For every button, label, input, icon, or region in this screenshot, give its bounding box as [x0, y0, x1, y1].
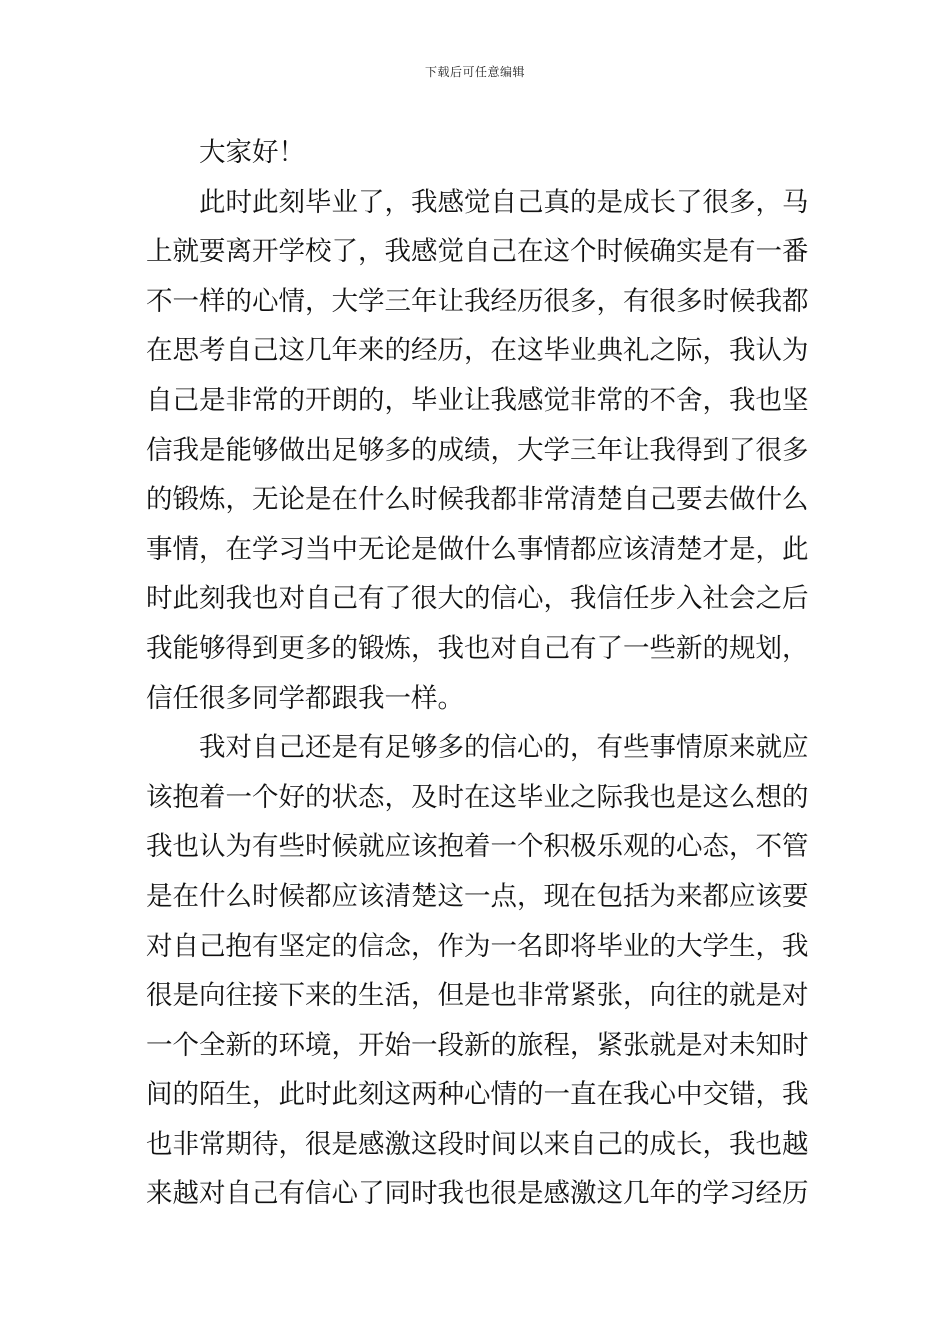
paragraph-1 — [146, 178, 808, 724]
text-line: 我也认为有些时候就应该抱着一个积极乐观的心态，不管 — [146, 831, 808, 863]
header-note: 下载后可任意编辑 — [424, 65, 525, 79]
text-line: 的锻炼，无论是在什么时候我都非常清楚自己要去做什么 — [146, 484, 808, 516]
text-line: 间的陌生，此时此刻这两种心情的一直在我心中交错，我 — [146, 1079, 808, 1111]
text-line: 是在什么时候都应该清楚这一点，现在包括为来都应该要 — [146, 880, 808, 912]
text-line: 信任很多同学都跟我一样。 — [146, 682, 464, 714]
text-line: 上就要离开学校了，我感觉自己在这个时候确实是有一番 — [146, 236, 808, 268]
greeting-line: 大家好！ — [199, 137, 305, 168]
text-line: 对自己抱有坚定的信念，作为一名即将毕业的大学生，我 — [146, 930, 808, 962]
text-line: 信我是能够做出足够多的成绩，大学三年让我得到了很多 — [146, 434, 808, 466]
text-line: 时此刻我也对自己有了很大的信心，我信任步入社会之后 — [146, 583, 808, 615]
text-line: 在思考自己这几年来的经历，在这毕业典礼之际，我认为 — [146, 335, 808, 367]
paragraph-2 — [146, 723, 808, 1219]
text-line: 事情，在学习当中无论是做什么事情都应该清楚才是，此 — [146, 533, 808, 565]
text-line: 不一样的心情，大学三年让我经历很多，有很多时候我都 — [146, 285, 808, 317]
text-line: 此时此刻毕业了，我感觉自己真的是成长了很多，马 — [199, 186, 808, 218]
text-line: 一个全新的环境，开始一段新的旅程，紧张就是对未知时 — [146, 1029, 808, 1061]
document-body — [146, 128, 808, 1219]
text-line: 我对自己还是有足够多的信心的，有些事情原来就应 — [199, 732, 808, 764]
text-line: 很是向往接下来的生活，但是也非常紧张，向往的就是对 — [146, 980, 808, 1012]
text-line: 来越对自己有信心了同时我也很是感激这几年的学习经历 — [146, 1178, 808, 1210]
text-line: 也非常期待，很是感激这段时间以来自己的成长，我也越 — [146, 1128, 808, 1160]
text-line: 该抱着一个好的状态，及时在这毕业之际我也是这么想的 — [146, 781, 808, 813]
text-line: 我能够得到更多的锻炼，我也对自己有了一些新的规划， — [146, 632, 808, 664]
text-line: 自己是非常的开朗的，毕业让我感觉非常的不舍，我也坚 — [146, 384, 808, 416]
